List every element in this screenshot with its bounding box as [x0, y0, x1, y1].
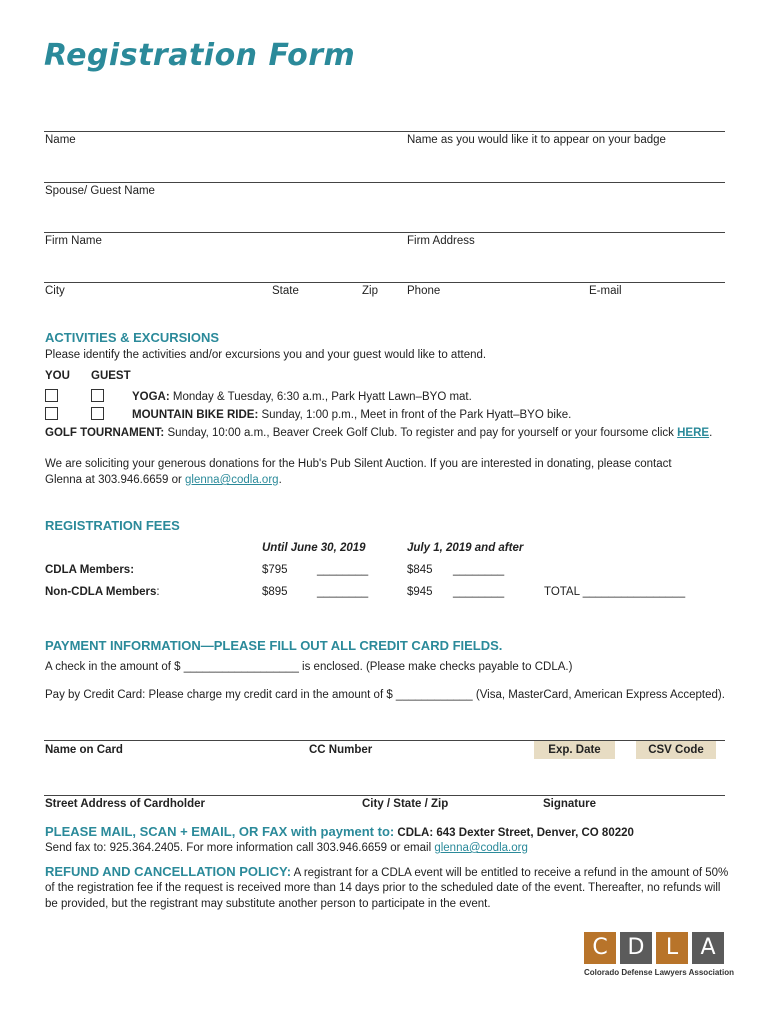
members-late-price: $845 [407, 564, 433, 576]
logo-letter-a: A [692, 932, 724, 964]
bike-you-checkbox[interactable] [45, 407, 58, 420]
firm-line[interactable] [44, 232, 725, 233]
mail-email-link[interactable]: glenna@codla.org [434, 842, 528, 854]
spouse-guest-label: Spouse/ Guest Name [45, 185, 155, 197]
golf-item [45, 425, 712, 441]
activities-heading: ACTIVITIES & EXCURSIONS [45, 330, 220, 345]
badge-name-label: Name as you would like it to appear on your badge [407, 134, 666, 146]
city-label: City [45, 285, 65, 297]
spouse-guest-line[interactable] [44, 182, 725, 183]
fax-line [45, 840, 528, 856]
yoga-guest-checkbox[interactable] [91, 389, 104, 402]
cdla-logo [584, 932, 734, 982]
zip-label: Zip [362, 285, 378, 297]
name-on-card-label: Name on Card [45, 744, 123, 756]
yoga-you-checkbox[interactable] [45, 389, 58, 402]
fees-heading: REGISTRATION FEES [45, 518, 180, 533]
fees-col-late: July 1, 2019 and after [407, 542, 524, 554]
firm-name-label: Firm Name [45, 235, 102, 247]
bike-guest-checkbox[interactable] [91, 407, 104, 420]
nonmembers-early-blank[interactable]: ________ [317, 586, 369, 598]
name-line[interactable] [44, 131, 725, 132]
nonmembers-late-price: $945 [407, 586, 433, 598]
page-title: Registration Form [44, 38, 356, 73]
golf-end: . [709, 427, 713, 439]
members-late-blank[interactable]: ________ [453, 564, 505, 576]
csv-code-label: CSV Code [636, 741, 716, 759]
nonmembers-label-row [45, 586, 160, 598]
members-early-price: $795 [262, 564, 288, 576]
refund-line-3: be provided, but the registrant may substitute another person to participate in the event. [45, 898, 491, 910]
exp-date-label: Exp. Date [534, 741, 615, 759]
nonmembers-late-blank[interactable]: ________ [453, 586, 505, 598]
golf-here-link[interactable]: HERE [677, 427, 710, 439]
auction-email-link[interactable]: glenna@codla.org [185, 474, 279, 486]
golf-text: Sunday, 10:00 a.m., Beaver Creek Golf Club. To register and pay for yourself or your foursome click [164, 427, 678, 439]
phone-label: Phone [407, 285, 441, 297]
fees-col-early: Until June 30, 2019 [262, 542, 366, 554]
payment-heading: PAYMENT INFORMATION—PLEASE FILL OUT ALL CREDIT CARD FIELDS. [45, 638, 503, 653]
logo-caption: Colorado Defense Lawyers Association [584, 968, 734, 977]
nonmembers-colon: : [156, 586, 160, 598]
auction-line-2 [45, 472, 282, 488]
bike-label: MOUNTAIN BIKE RIDE: [132, 409, 259, 421]
signature-label: Signature [543, 798, 597, 810]
refund-line-1 [45, 864, 728, 881]
city-line[interactable] [44, 282, 725, 283]
bike-text: Sunday, 1:00 p.m., Meet in front of the Park Hyatt–BYO bike. [258, 409, 572, 421]
auction-line-1: We are soliciting your generous donations for the Hub's Pub Silent Auction. If you are interested in donating, please contact [45, 458, 672, 470]
refund-text-1: A registrant for a CDLA event will be entitled to receive a refund in the amount of 50% [291, 867, 729, 879]
bike-item [132, 407, 571, 423]
name-label: Name [45, 134, 76, 146]
yoga-text: Monday & Tuesday, 6:30 a.m., Park Hyatt Lawn–BYO mat. [169, 391, 472, 403]
mail-label: PLEASE MAIL, SCAN + EMAIL, OR FAX with payment to: [45, 824, 395, 839]
street-address-label: Street Address of Cardholder [45, 798, 205, 810]
total-field[interactable]: TOTAL ________________ [544, 586, 686, 598]
mail-address: CDLA: 643 Dexter Street, Denver, CO 80220 [394, 827, 634, 839]
firm-address-label: Firm Address [407, 235, 475, 247]
yoga-item [132, 389, 472, 405]
email-label: E-mail [589, 285, 622, 297]
logo-letter-l: L [656, 932, 688, 964]
members-early-blank[interactable]: ________ [317, 564, 369, 576]
city-state-zip-label: City / State / Zip [362, 798, 449, 810]
logo-letter-c: C [584, 932, 616, 964]
col-you-label: YOU [45, 370, 70, 382]
activities-intro: Please identify the activities and/or excursions you and your guest would like to attend. [45, 349, 487, 361]
golf-label: GOLF TOURNAMENT: [45, 427, 165, 439]
auction-text-2: Glenna at 303.946.6659 or [45, 474, 186, 486]
nonmembers-early-price: $895 [262, 586, 288, 598]
state-label: State [272, 285, 299, 297]
check-line: A check in the amount of $ __________________ is enclosed. (Please make checks payable to CDLA.) [45, 661, 573, 673]
yoga-label: YOGA: [132, 391, 170, 403]
mail-line [45, 824, 634, 841]
credit-card-line: Pay by Credit Card: Please charge my credit card in the amount of $ ____________ (Visa, MasterCard, American Express Accepted). [45, 689, 725, 701]
col-guest-label: GUEST [91, 370, 131, 382]
members-label: CDLA Members: [45, 564, 135, 576]
card-line-1[interactable] [44, 740, 725, 741]
fax-text: Send fax to: 925.364.2405. For more information call 303.946.6659 or email [45, 842, 435, 854]
refund-line-2: of the registration fee if the request is received more than 14 days prior to the scheduled date of the event. Thereafter, no refunds will [45, 882, 721, 894]
logo-letter-d: D [620, 932, 652, 964]
auction-end: . [278, 474, 282, 486]
cc-number-label: CC Number [309, 744, 373, 756]
nonmembers-label: Non-CDLA Members [45, 586, 157, 598]
refund-label: REFUND AND CANCELLATION POLICY: [45, 864, 292, 879]
